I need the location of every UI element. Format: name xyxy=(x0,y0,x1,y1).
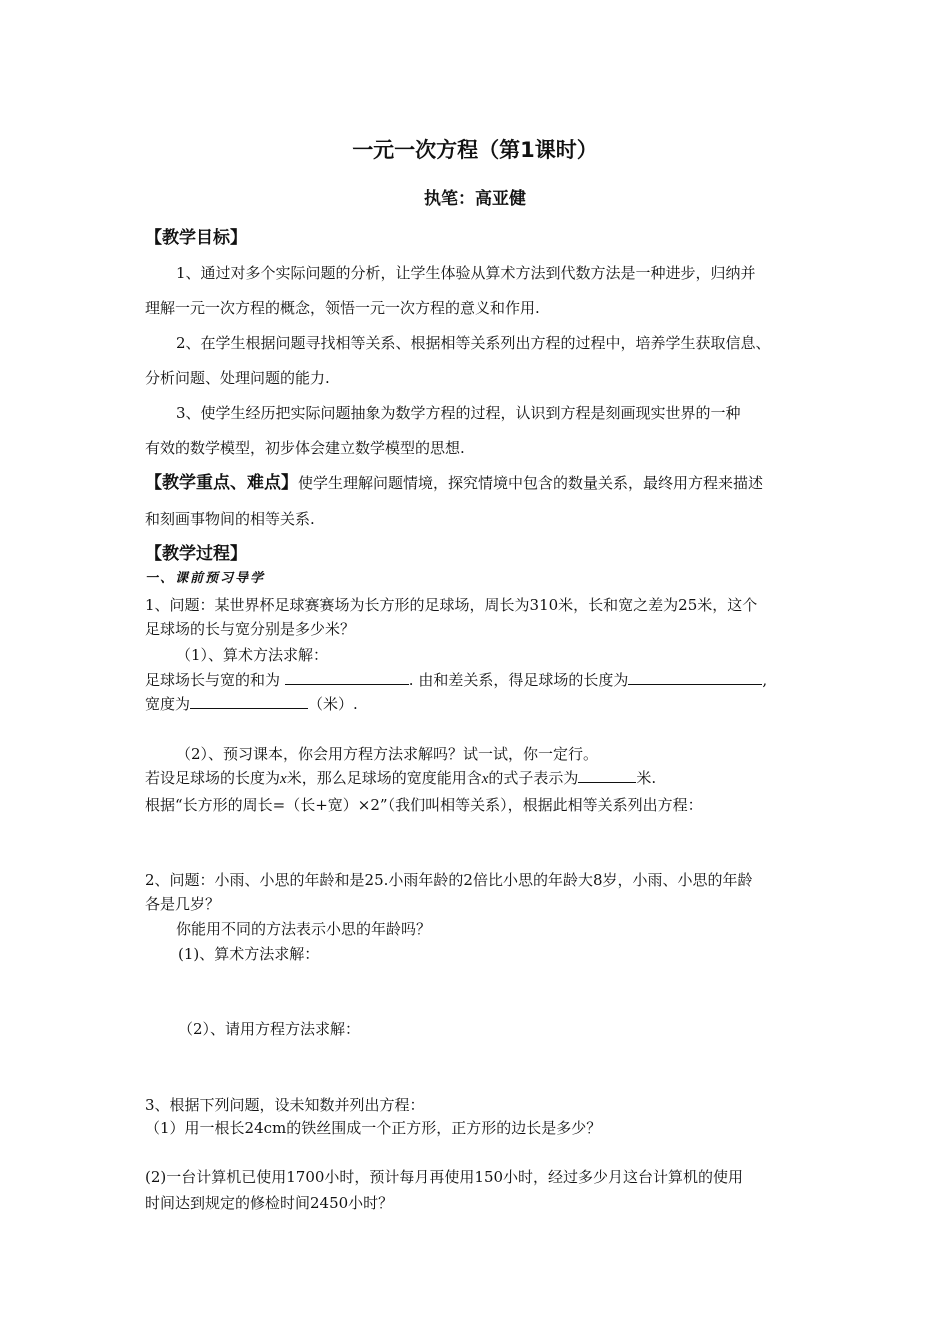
q2-part-2: （2）、请用方程方法求解： xyxy=(178,1020,361,1038)
q2-part-1: (1)、算术方法求解： xyxy=(178,945,320,963)
q1-line-1: 1、问题：某世界杯足球赛赛场为长方形的足球场，周长为310米，长和宽之差为25米，这个 xyxy=(145,596,758,614)
q1-var-text-c: 的式子表示为 xyxy=(488,769,579,787)
goal-3-line-1: 3、使学生经历把实际问题抽象为数学方程的过程，认识到方程是刻画现实世界的一种 xyxy=(176,404,741,422)
goals-heading: 【教学目标】 xyxy=(145,228,247,248)
width-answer-blank[interactable] xyxy=(190,693,308,709)
author-line: 执笔：高亚健 xyxy=(424,189,526,209)
key-points-line-2: 和刻画事物间的相等关系. xyxy=(145,510,315,528)
q1-width-unit: （米）. xyxy=(308,695,358,713)
q1-variable-line xyxy=(145,767,656,789)
goal-3-line-2: 有效的数学模型，初步体会建立数学模型的思想. xyxy=(145,439,465,457)
q2-line-2: 各是几岁？ xyxy=(145,895,221,913)
sum-answer-blank[interactable] xyxy=(285,669,409,685)
process-heading: 【教学过程】 xyxy=(145,544,247,564)
goal-2-line-1: 2、在学生根据问题寻找相等关系、根据相等关系列出方程的过程中，培养学生获取信息、 xyxy=(176,334,771,352)
document-title: 一元一次方程（第1课时） xyxy=(352,138,598,162)
q3-part-2-line-1: (2)一台计算机已使用1700小时，预计每月再使用150小时，经过多少月这台计算机的使用 xyxy=(145,1168,744,1186)
section-1-heading: 一、课前预习导学 xyxy=(145,571,266,586)
length-answer-blank[interactable] xyxy=(628,669,762,685)
q3-part-1: （1）用一根长24cm的铁丝围成一个正方形，正方形的边长是多少？ xyxy=(145,1119,602,1137)
key-points-text: 使学生理解问题情境，探究情境中包含的数量关系，最终用方程来描述 xyxy=(298,474,764,492)
q1-fill-text-a: 足球场长与宽的和为 xyxy=(145,671,285,689)
q1-var-text-a: 若设足球场的长度为 xyxy=(145,769,281,787)
q1-relation-line: 根据“长方形的周长=（长+宽）×2”（我们叫相等关系），根据此相等关系列出方程： xyxy=(145,796,703,814)
q1-fill-line-2 xyxy=(145,693,358,714)
goal-2-line-2: 分析问题、处理问题的能力. xyxy=(145,369,330,387)
q1-var-text-b: 米，那么足球场的宽度能用含 xyxy=(286,769,482,787)
width-expression-blank[interactable] xyxy=(578,767,636,783)
variable-x: x xyxy=(280,771,287,787)
q1-line-2: 足球场的长与宽分别是多少米？ xyxy=(145,620,356,638)
key-points-heading: 【教学重点、难点】 xyxy=(145,473,298,493)
q1-width-label: 宽度为 xyxy=(145,695,191,713)
goal-1-line-2: 理解一元一次方程的概念，领悟一元一次方程的意义和作用. xyxy=(145,299,540,317)
goal-1-line-1: 1、通过对多个实际问题的分析，让学生体验从算术方法到代数方法是一种进步，归纳并 xyxy=(176,264,756,282)
q3-part-2-line-2: 时间达到规定的修检时间2450小时？ xyxy=(145,1194,394,1212)
q3-line-1: 3、根据下列问题，设未知数并列出方程： xyxy=(145,1096,425,1114)
variable-x: x xyxy=(481,771,489,787)
q1-fill-text-b: . 由和差关系，得足球场的长度为 xyxy=(408,671,629,689)
q1-fill-line-1 xyxy=(145,669,767,690)
q2-line-1: 2、问题：小雨、小思的年龄和是25.小雨年龄的2倍比小思的年龄大8岁，小雨、小思的年龄 xyxy=(145,871,753,889)
q1-part-2: （2）、预习课本，你会用方程方法求解吗？试一试，你一定行。 xyxy=(176,745,599,763)
q1-fill-text-c: , xyxy=(762,671,768,689)
q1-part-1: （1）、算术方法求解： xyxy=(176,646,329,664)
q1-var-text-d: 米. xyxy=(636,769,657,787)
q2-line-3: 你能用不同的方法表示小思的年龄吗？ xyxy=(176,920,432,938)
key-points-line-1 xyxy=(145,473,763,493)
